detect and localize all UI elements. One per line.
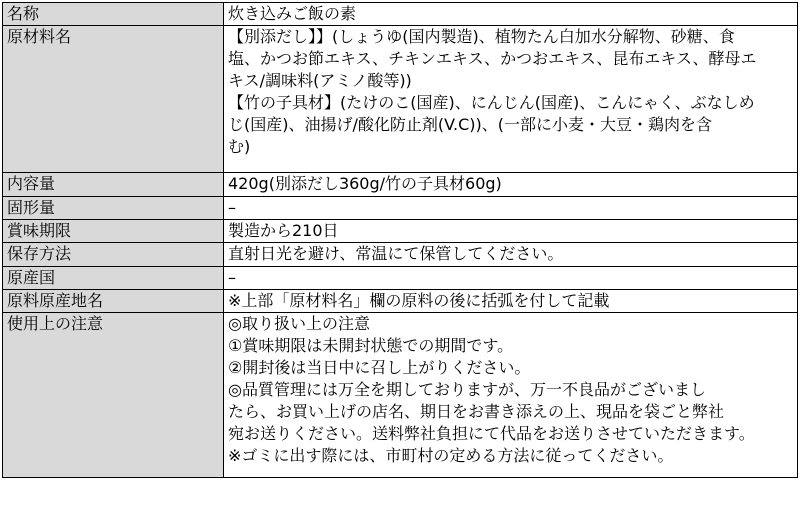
row-value-usage-notes: ◎取り扱い上の注意 ①賞味期限は未開封状態での期間です。 ②開封後は当日中に召し上がりください。 ◎品質管理には万全を期しておりますが、万一不良品がございまし たら、お買い上げの店名、期日をお書き添えの上、現品を袋ごと弊社 宛お送りください。送料弊社負担にて代品をお送りさせていただきます。 ※ゴミに出す際には、市町村の定める方法に従ってください。 xyxy=(224,313,798,478)
food-label-table xyxy=(2,2,798,478)
table-row xyxy=(3,243,798,267)
table-row xyxy=(3,197,798,220)
row-value-name: 炊き込みご飯の素 xyxy=(224,3,798,26)
row-value-ingredient-origin: ※上部「原材料名」欄の原料の後に括弧を付して記載 xyxy=(224,290,798,313)
table-row xyxy=(3,220,798,243)
row-value-country-of-origin: – xyxy=(224,267,798,290)
row-label-ingredients: 原材料名 xyxy=(3,26,224,173)
table-row xyxy=(3,267,798,290)
row-label-storage: 保存方法 xyxy=(3,243,224,267)
row-label-best-before: 賞味期限 xyxy=(3,220,224,243)
row-label-name: 名称 xyxy=(3,3,224,26)
table-row xyxy=(3,173,798,197)
row-label-country-of-origin: 原産国 xyxy=(3,267,224,290)
table-row xyxy=(3,26,798,173)
row-value-net-content: 420g(別添だし360g/竹の子具材60g) xyxy=(224,173,798,197)
row-value-storage: 直射日光を避け、常温にて保管してください。 xyxy=(224,243,798,267)
table-row xyxy=(3,290,798,313)
row-value-best-before: 製造から210日 xyxy=(224,220,798,243)
row-label-net-content: 内容量 xyxy=(3,173,224,197)
row-value-ingredients: 【別添だし】】(しょうゆ(国内製造)、植物たん白加水分解物、砂糖、食 塩、かつお節エキス、チキンエキス、かつおエキス、昆布エキス、酵母エ キス/調味料(アミノ酸等)) 【竹の子具材】(たけのこ(国産)、にんじん(国産)、こんにゃく、ぶなしめ じ(国産)、油揚げ/酸化防止剤(V.C))、(一部に小麦・大豆・鶏肉を含 む) xyxy=(224,26,798,173)
row-label-usage-notes: 使用上の注意 xyxy=(3,313,224,478)
row-label-solid-content: 固形量 xyxy=(3,197,224,220)
table-row xyxy=(3,3,798,26)
row-value-solid-content: – xyxy=(224,197,798,220)
row-label-ingredient-origin: 原料原産地名 xyxy=(3,290,224,313)
table-row xyxy=(3,313,798,478)
